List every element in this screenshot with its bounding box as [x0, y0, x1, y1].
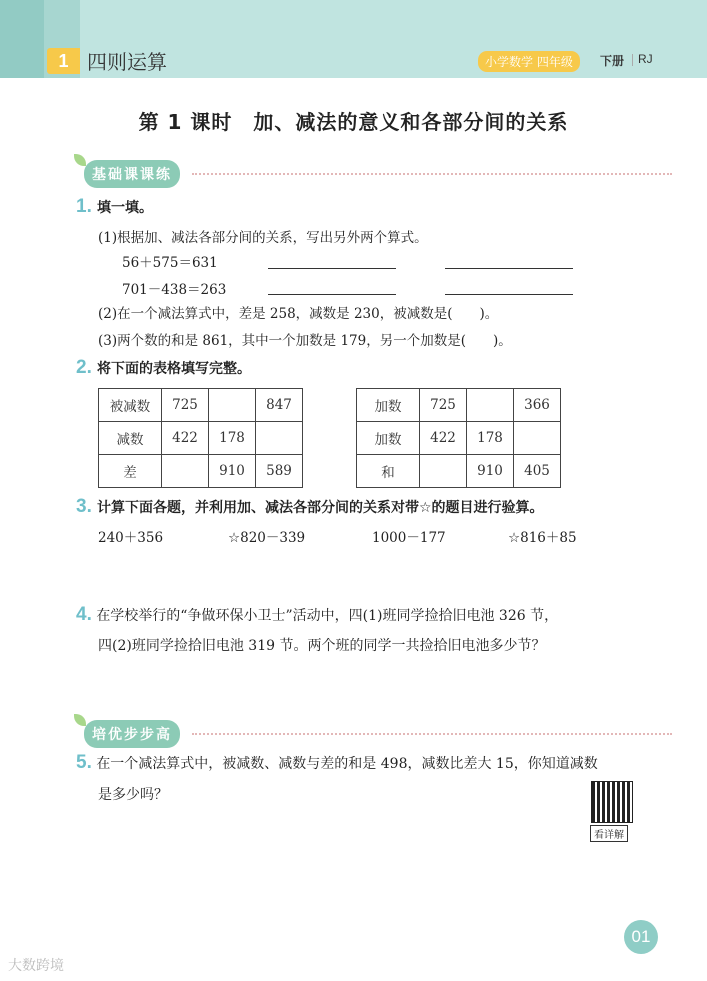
cell: 差	[99, 455, 162, 488]
page-number: 01	[624, 920, 658, 954]
q5-line2: 是多少吗？	[98, 787, 168, 803]
section-basic	[74, 160, 694, 186]
unit-number: 1	[47, 48, 80, 74]
divider	[632, 54, 633, 66]
question-number: 3.	[76, 496, 92, 517]
calc-item: ☆820－339	[228, 530, 306, 546]
section-advanced	[74, 720, 694, 746]
cell[interactable]	[467, 389, 514, 422]
cell[interactable]	[209, 389, 256, 422]
table-addition	[356, 388, 561, 488]
cell[interactable]	[256, 422, 303, 455]
cell: 589	[256, 455, 303, 488]
table-row	[99, 455, 303, 488]
q5-line1	[76, 752, 598, 774]
unit-title: 四则运算	[87, 50, 167, 74]
question-number: 1.	[76, 196, 92, 217]
qr-label: 看详解	[590, 825, 628, 842]
cell[interactable]	[162, 455, 209, 488]
question-text: 在学校举行的“争做环保小卫士”活动中，四(1)班同学捡拾旧电池 326 节，	[96, 608, 559, 624]
cell: 被减数	[99, 389, 162, 422]
table-subtraction	[98, 388, 303, 488]
q1-part2: (2)在一个减法算式中，差是 258，减数是 230，被减数是( )。	[98, 306, 499, 322]
answer-line[interactable]	[268, 267, 396, 269]
volume: 下册	[600, 54, 625, 68]
cell: 和	[357, 455, 420, 488]
calc-item: ☆816＋85	[508, 530, 577, 546]
question-number: 2.	[76, 357, 92, 378]
cell: 405	[514, 455, 561, 488]
cell: 910	[209, 455, 256, 488]
answer-line[interactable]	[445, 293, 573, 295]
leaf-icon	[74, 154, 86, 166]
cell: 910	[467, 455, 514, 488]
cell: 178	[209, 422, 256, 455]
cell: 725	[420, 389, 467, 422]
cell: 加数	[357, 422, 420, 455]
cell: 加数	[357, 389, 420, 422]
cell: 366	[514, 389, 561, 422]
dotted-divider	[192, 173, 672, 175]
page-title: 第 1 课时 加、减法的意义和各部分间的关系	[138, 110, 569, 134]
cell: 422	[420, 422, 467, 455]
question-text: 在一个减法算式中，被减数、减数与差的和是 498，减数比差大 15，你知道减数	[96, 756, 598, 772]
question-title: 将下面的表格填写完整。	[96, 361, 251, 377]
grade-badge: 小学数学 四年级	[478, 51, 580, 72]
q1-header	[76, 196, 153, 218]
equation: 701－438＝263	[122, 282, 227, 298]
cell: 422	[162, 422, 209, 455]
edition: RJ	[638, 52, 653, 66]
table-row	[99, 389, 303, 422]
question-title: 计算下面各题，并利用加、减法各部分间的关系对带☆的题目进行验算。	[96, 500, 544, 516]
question-title: 填一填。	[96, 200, 153, 216]
table-row	[357, 422, 561, 455]
question-number: 4.	[76, 604, 92, 625]
dotted-divider	[192, 733, 672, 735]
cell: 725	[162, 389, 209, 422]
leaf-icon	[74, 714, 86, 726]
q4-line1	[76, 604, 558, 626]
q3-header	[76, 496, 544, 518]
cell[interactable]	[420, 455, 467, 488]
q1-part3: (3)两个数的和是 861，其中一个加数是 179，另一个加数是( )。	[98, 333, 512, 349]
question-number: 5.	[76, 752, 92, 773]
calc-item: 1000－177	[372, 530, 446, 546]
qr-code[interactable]	[591, 781, 633, 823]
q4-line2: 四(2)班同学捡拾旧电池 319 节。两个班的同学一共捡拾旧电池多少节？	[98, 638, 546, 654]
cell: 178	[467, 422, 514, 455]
watermark: 大数跨境	[8, 958, 64, 974]
section-label: 基础课课练	[84, 160, 180, 188]
answer-line[interactable]	[268, 293, 396, 295]
section-label: 培优步步高	[84, 720, 180, 748]
cell: 减数	[99, 422, 162, 455]
table-row	[357, 389, 561, 422]
table-row	[99, 422, 303, 455]
cell: 847	[256, 389, 303, 422]
calc-item: 240＋356	[98, 530, 164, 546]
cell[interactable]	[514, 422, 561, 455]
q2-header	[76, 357, 251, 379]
table-row	[357, 455, 561, 488]
q1-part1: (1)根据加、减法各部分间的关系，写出另外两个算式。	[98, 230, 428, 246]
answer-line[interactable]	[445, 267, 573, 269]
equation: 56＋575＝631	[122, 255, 218, 271]
